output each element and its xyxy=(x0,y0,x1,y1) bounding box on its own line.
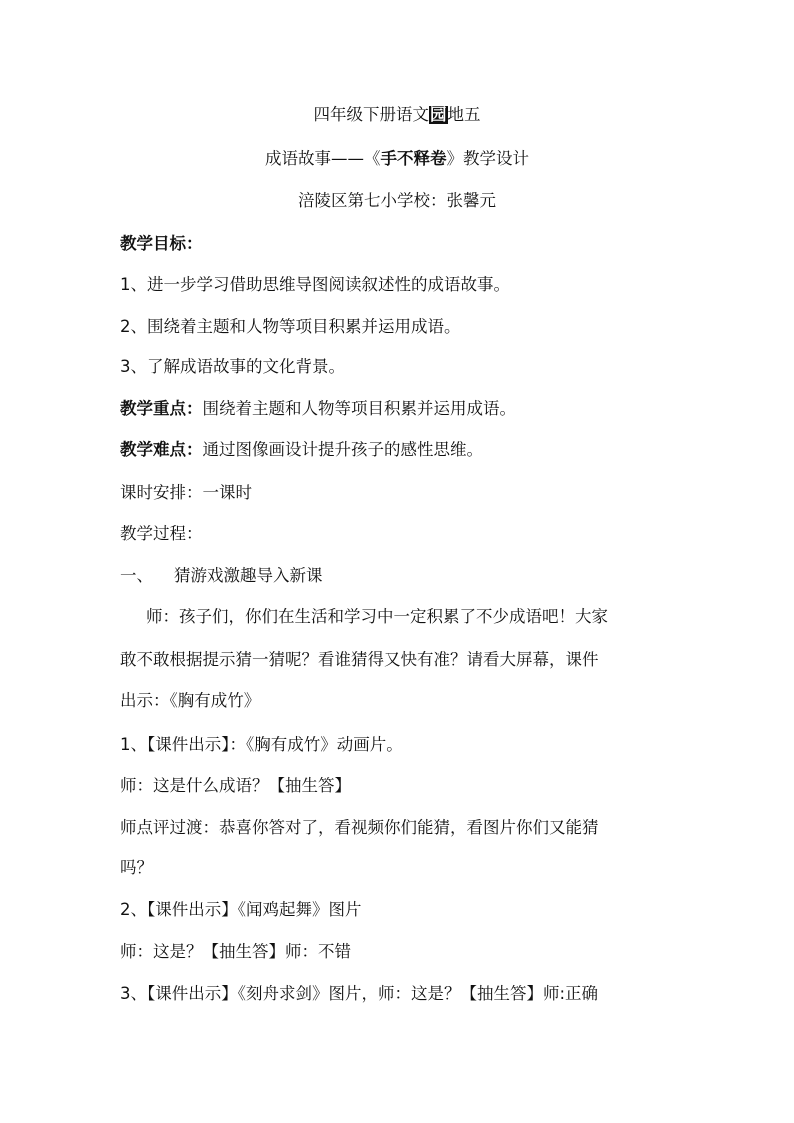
key-point-label: 教学重点： xyxy=(120,399,203,418)
goal-item: 3、了解成语故事的文化背景。 xyxy=(120,357,345,376)
paragraph-line: 师：孩子们，你们在生活和学习中一定积累了不少成语吧！大家 xyxy=(146,607,608,626)
key-point-text: 围绕着主题和人物等项目积累并运用成语。 xyxy=(202,399,516,418)
comment-line: 师点评过渡：恭喜你答对了，看视频你们能猜，看图片你们又能猜 xyxy=(120,818,599,837)
author-line: 涪陵区第七小学校：张馨元 xyxy=(298,191,496,210)
document-subtitle xyxy=(0,148,794,170)
title-text-start: 四年级下册语文 xyxy=(313,105,429,124)
difficulty-line xyxy=(120,439,483,461)
difficulty-text: 通过图像画设计提升孩子的感性思维。 xyxy=(202,440,483,459)
document-title xyxy=(0,104,794,126)
paragraph-line: 敢不敢根据提示猜一猜呢？看谁猜得又快有准？请看大屏幕，课件 xyxy=(120,650,599,669)
comment-line: 吗？ xyxy=(120,858,153,877)
key-point-line xyxy=(120,398,516,420)
difficulty-label: 教学难点： xyxy=(120,440,203,459)
subtitle-idiom: 手不释卷 xyxy=(380,149,447,168)
subtitle-text-end: 》教学设计 xyxy=(446,149,529,168)
teacher-question: 师：这是什么成语？【抽生答】 xyxy=(120,776,351,795)
courseware-item-2: 2、【课件出示】《闻鸡起舞》图片 xyxy=(120,900,362,919)
title-highlight-char: 园 xyxy=(430,105,447,124)
courseware-item-3: 3、【课件出示】《刻舟求剑》图片，师：这是？【抽生答】师:正确 xyxy=(120,984,599,1003)
paragraph-line: 出示：《胸有成竹》 xyxy=(120,691,261,710)
section-heading: 一、 猜游戏激趣导入新课 xyxy=(120,566,323,585)
goal-item: 1、进一步学习借助思维导图阅读叙述性的成语故事。 xyxy=(120,275,510,294)
title-text-end: 地五 xyxy=(447,105,481,124)
process-heading: 教学过程： xyxy=(120,524,203,543)
courseware-item-1: 1、【课件出示】：《胸有成竹》动画片。 xyxy=(120,735,403,754)
goals-heading: 教学目标： xyxy=(120,234,203,253)
subtitle-text-start: 成语故事——《 xyxy=(265,149,381,168)
goal-item: 2、围绕着主题和人物等项目积累并运用成语。 xyxy=(120,317,461,336)
teacher-question-2: 师：这是？【抽生答】师：不错 xyxy=(120,942,351,961)
schedule-line: 课时安排：一课时 xyxy=(120,483,252,502)
